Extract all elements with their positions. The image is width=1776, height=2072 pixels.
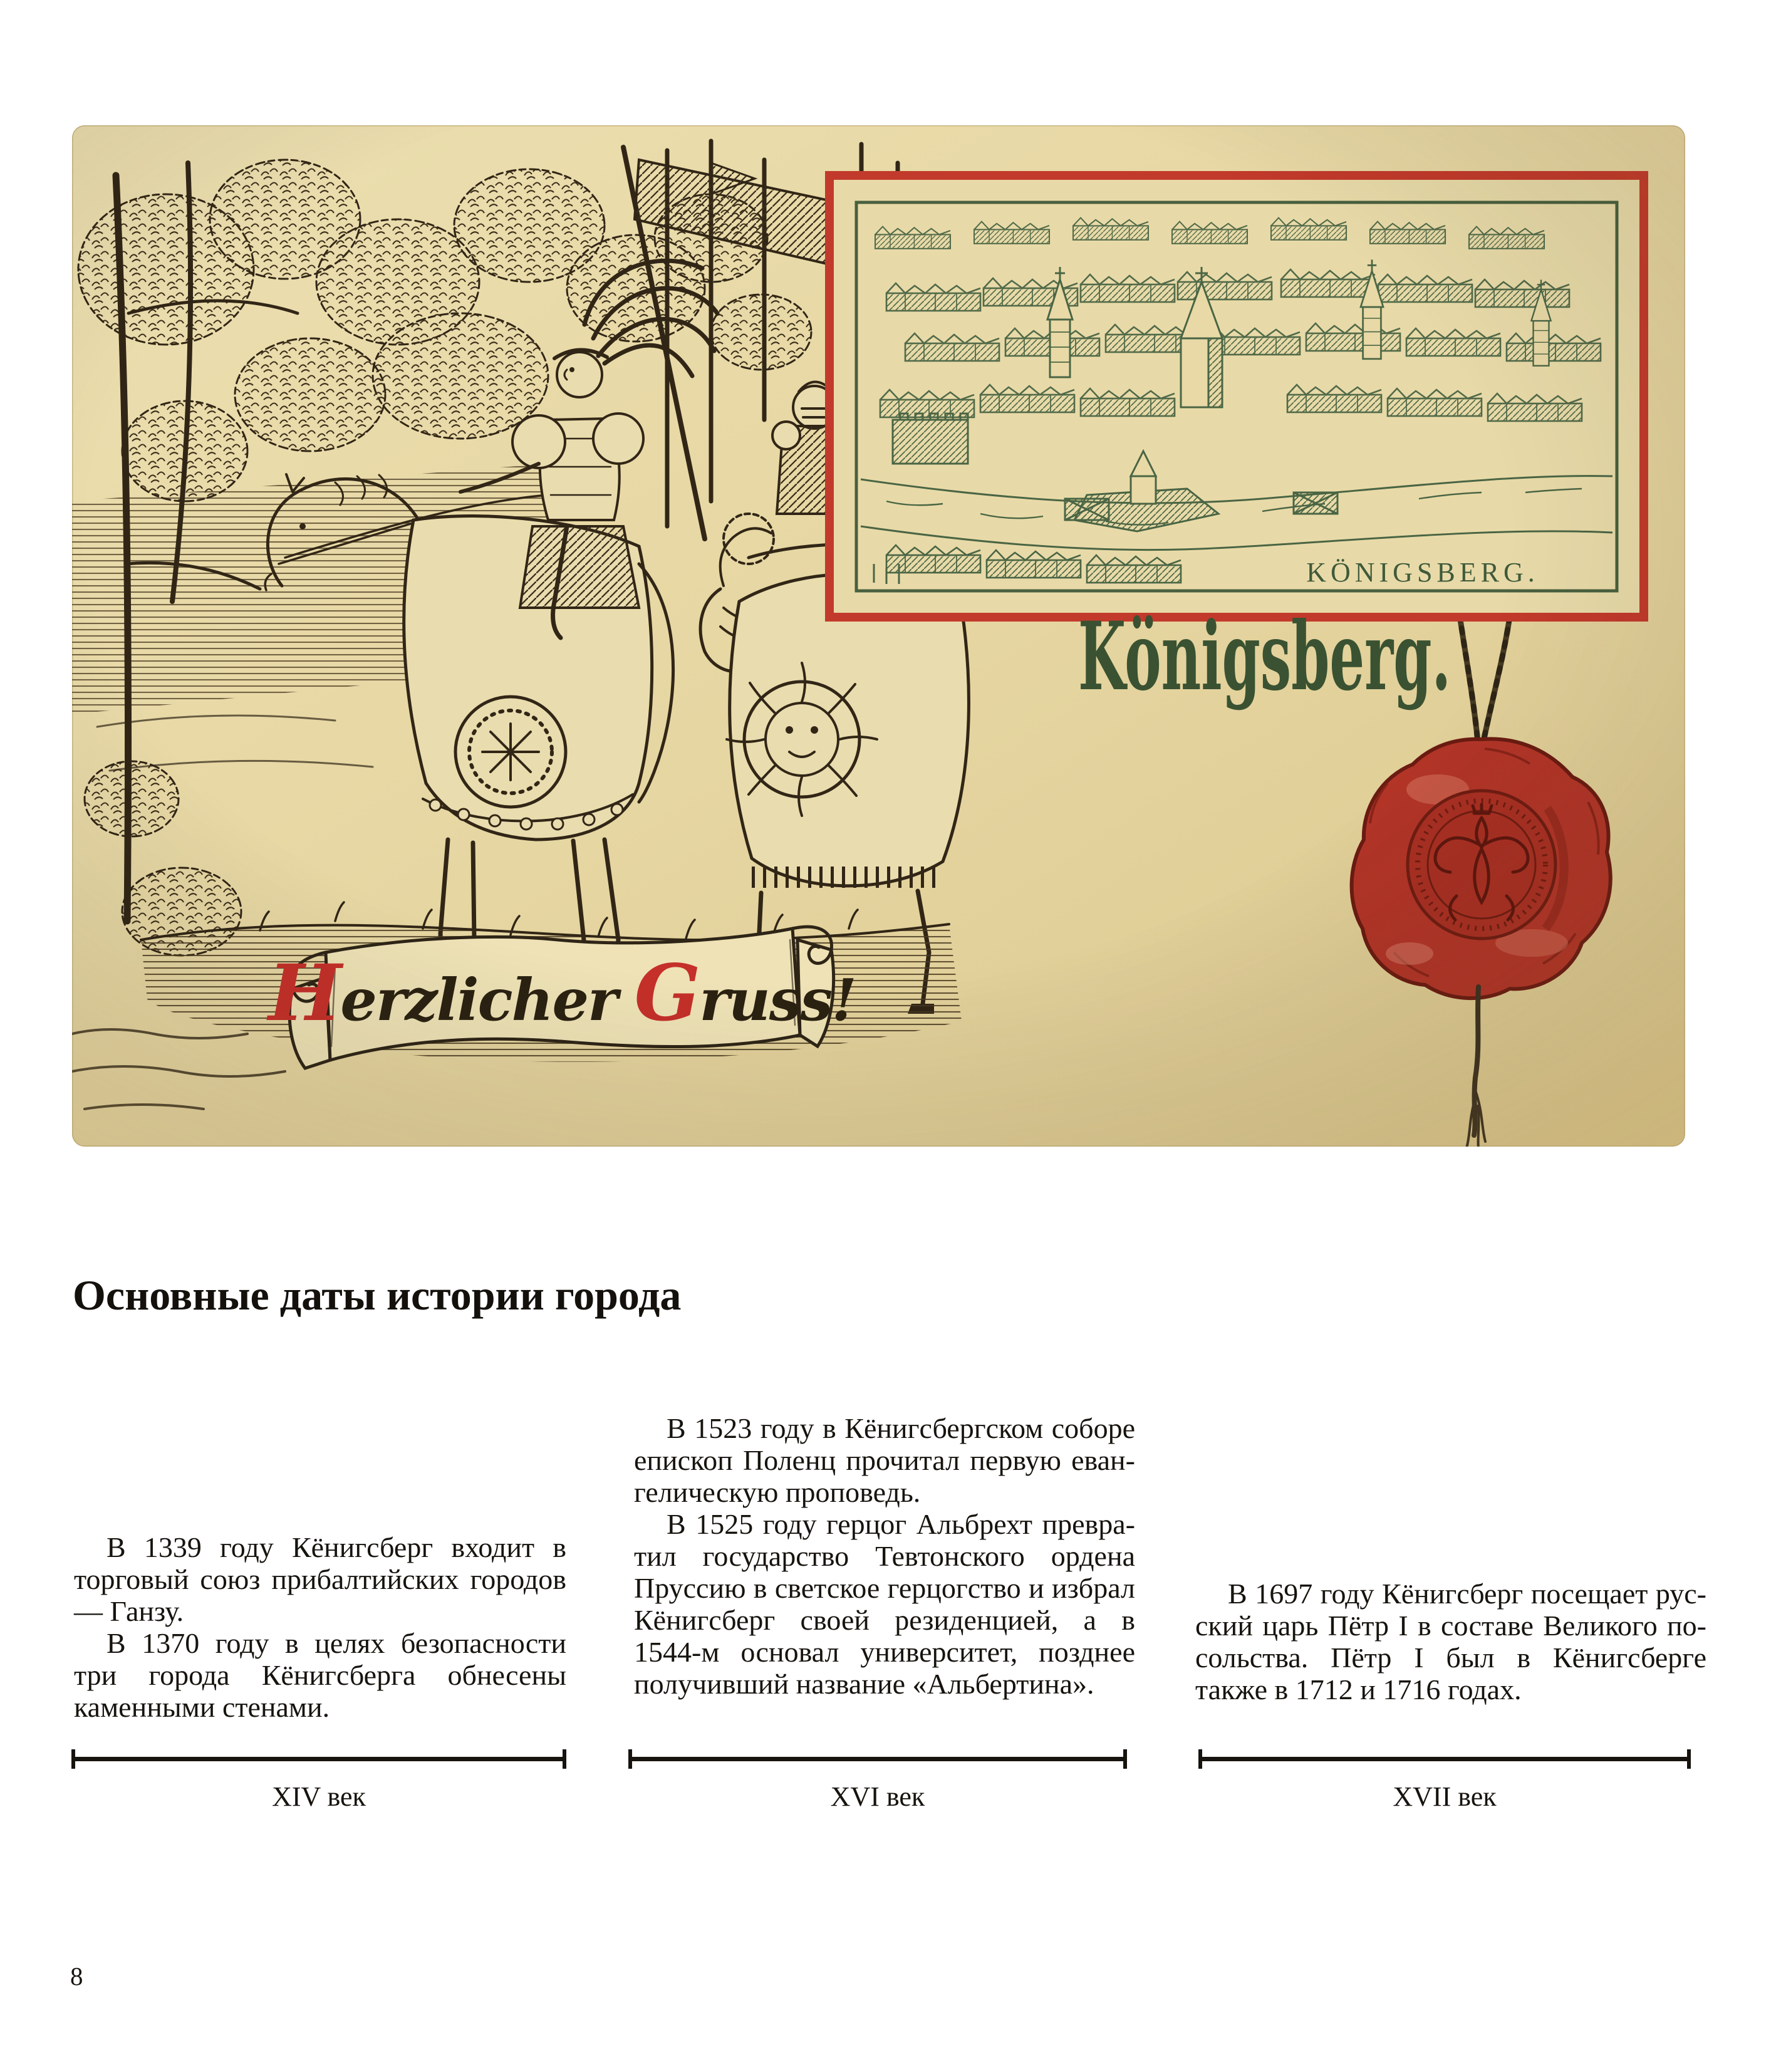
era-timeline-rule: [628, 1757, 1127, 1761]
era-timeline-rule: [71, 1757, 566, 1761]
era-timeline-rule: [1198, 1757, 1691, 1761]
timeline-column-16th-century: [634, 1412, 1135, 1700]
era-label-xvi: XVI век: [830, 1781, 925, 1812]
history-paragraph: В 1697 году Кёнигсберг посещает русский царь Пётр I в составе Великого посольства. Пётр I был в Кёнигсберге также в 1712 и 1716 годах.: [1195, 1578, 1706, 1705]
history-paragraph: В 1339 году Кёнигсберг входит в торговый союз прибалтийских городов — Ганзу.: [74, 1531, 566, 1627]
vintage-postcard-image: [72, 125, 1685, 1147]
page-number: 8: [70, 1962, 83, 1991]
timeline-column-17th-century: [1195, 1578, 1706, 1705]
era-label-xiv: XIV век: [272, 1781, 366, 1812]
section-heading: Основные даты истории города: [73, 1271, 682, 1319]
history-paragraph: В 1525 году герцог Альбрехт превратил государство Тевтонского ордена Пруссию в светское герцогство и избрал Кёнигсберг своей резиденцией, а в 1544-м основал университет, позднее получивший название «Альбертина».: [634, 1508, 1135, 1700]
timeline-column-14th-century: [74, 1531, 566, 1723]
era-label-xvii: XVII век: [1393, 1781, 1497, 1812]
history-paragraph: В 1523 году в Кёнигсбергском соборе епископ Поленц прочитал первую евангелическую проповедь.: [634, 1412, 1135, 1508]
history-paragraph: В 1370 году в целях безопасности три города Кёнигсберга обнесены каменными стенами.: [74, 1627, 566, 1723]
paper-vignette: [72, 125, 1685, 1147]
